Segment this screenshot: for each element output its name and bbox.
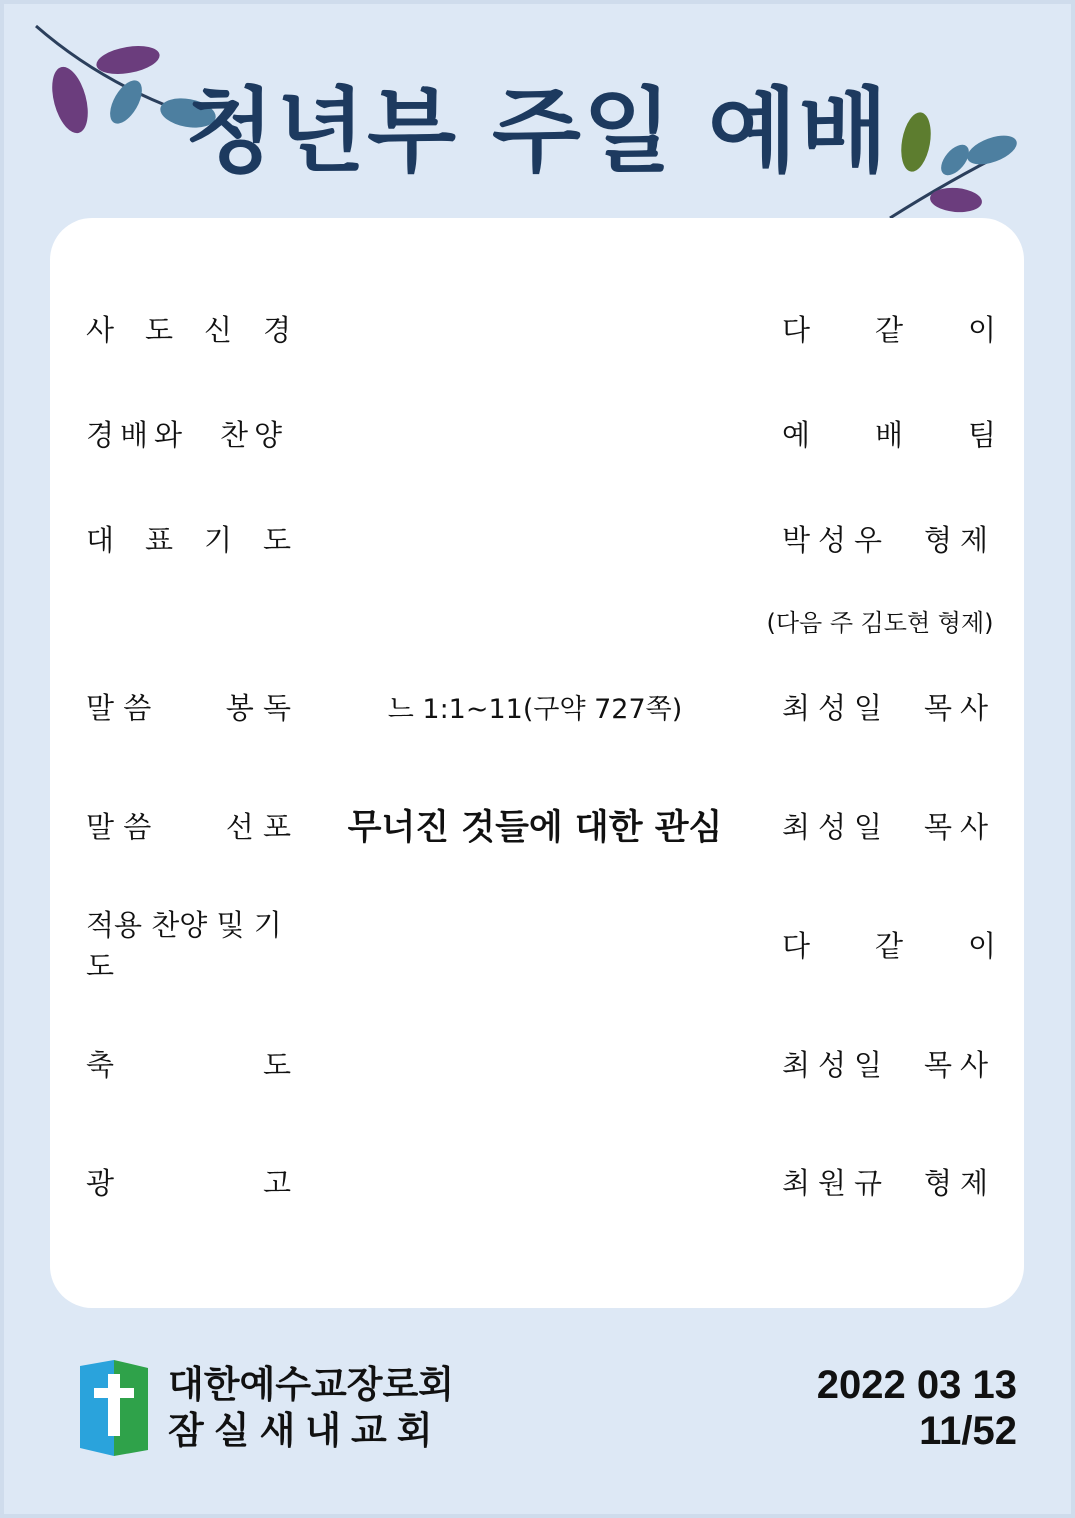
order-label: 말 씀 봉 독 [86, 690, 291, 725]
order-leader: 최성일 목사 [782, 690, 996, 725]
order-row-prayer [50, 508, 1024, 568]
order-row-prayer-note [50, 590, 1024, 650]
order-row-sermon [50, 795, 1024, 855]
order-row-benediction [50, 1033, 1024, 1093]
order-row-creed [50, 298, 1024, 358]
church-title: 잠실새내교회 [168, 1409, 443, 1452]
denomination: 대한예수교장로회 [168, 1363, 454, 1406]
order-leader: 예 배 팀 [782, 417, 996, 452]
order-leader: 최성일 목사 [782, 1047, 996, 1082]
sermon-title: 무너진 것들에 대한 관심 [347, 808, 723, 848]
order-label: 사 도 신 경 [86, 312, 291, 347]
order-row-response [50, 908, 1024, 983]
order-leader: 다 같 이 [782, 312, 996, 347]
order-leader: 최성일 목사 [782, 809, 996, 844]
order-leader: 박성우 형제 [782, 522, 996, 557]
order-label: 적용 찬양 및 기도 [86, 908, 282, 983]
church-cross-logo [80, 1360, 148, 1456]
order-leader: 최원규 형제 [782, 1165, 996, 1200]
order-leader: 다 같 이 [782, 928, 996, 963]
bulletin-date [817, 1362, 1017, 1454]
order-label: 축 도 [86, 1047, 291, 1082]
worship-order-card [50, 218, 1024, 1308]
order-row-announcements [50, 1151, 1024, 1211]
date-text: 2022 03 13 [816, 1363, 1017, 1407]
order-row-reading [50, 676, 1024, 736]
church-name [168, 1362, 454, 1454]
order-label: 경배와 찬양 [86, 417, 289, 452]
scripture-reference: 느 1:1~11(구약 727쪽) [387, 693, 683, 725]
page-title: 청년부 주일 예배 [185, 78, 890, 185]
issue-number: 11/52 [919, 1409, 1017, 1453]
order-label: 대 표 기 도 [86, 522, 291, 557]
order-row-praise [50, 403, 1024, 463]
order-label: 말 씀 선 포 [86, 809, 291, 844]
next-week-note: (다음 주 김도현 형제) [766, 608, 994, 637]
order-label: 광 고 [86, 1165, 291, 1200]
